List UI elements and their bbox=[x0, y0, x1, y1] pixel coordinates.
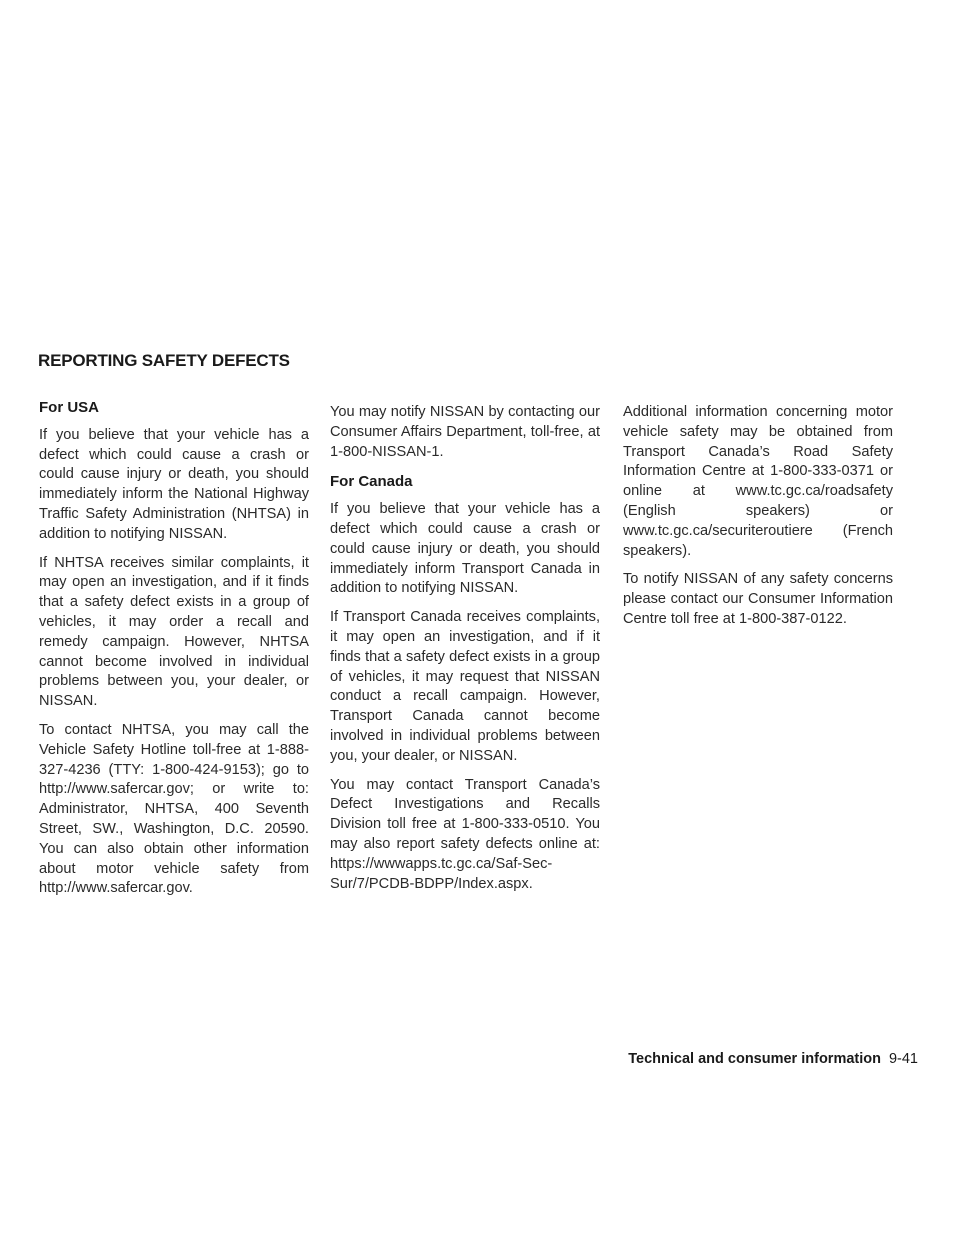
canada-notify-nissan: To notify NISSAN of any safety concerns please contact our Consumer Information Centre toll free at 1-800-387-0122. bbox=[623, 571, 893, 627]
canada-paragraph-3: You may contact Transport Canada’s Defect Investigations and Recalls Division toll free at 1-800-333-0510. You may also report safety defects online at: https://wwwapps.tc.gc.ca/Saf-Sec-Sur/7/PCDB-BDPP/Index.aspx. bbox=[330, 776, 600, 892]
canada-heading: For Canada bbox=[330, 473, 413, 491]
section-heading: REPORTING SAFETY DEFECTS bbox=[38, 351, 290, 370]
usa-notify-nissan: You may notify NISSAN by contacting our Consumer Affairs Department, toll-free, at 1-800-NISSAN-1. bbox=[330, 404, 600, 460]
usa-paragraph-2: If NHTSA receives similar complaints, it may open an investigation, and if it finds that a safety defect exists in a group of vehicles, it may order a recall and remedy campaign. However, NHTSA cannot become involved in individual problems between you, your dealer, or NISSAN. bbox=[39, 554, 309, 710]
canada-paragraph-1: If you believe that your vehicle has a defect which could cause a crash or could cause injury or death, you should immediately inform Transport Canada in addition to notifying NISSAN. bbox=[330, 501, 600, 597]
column-3 bbox=[623, 403, 893, 639]
page-number: 9-41 bbox=[888, 1051, 918, 1067]
canada-paragraph-2: If Transport Canada receives complaints, it may open an investigation, and if it finds that a safety defect exists in a group of vehicles, it may request that NISSAN conduct a recall campaign. However, Transport Canada cannot become involved in individual problems between you, your dealer, or NISSAN. bbox=[330, 609, 600, 764]
column-2 bbox=[330, 403, 600, 903]
canada-additional-info: Additional information concerning motor vehicle safety may be obtained from Transport Canada’s Road Safety Information Centre at 1-800-333-0371 or online at www.tc.gc.ca/roadsafety (English speakers) or www.tc.gc.ca/securiteroutiere (French speakers). bbox=[623, 404, 893, 559]
usa-paragraph-3: To contact NHTSA, you may call the Vehicle Safety Hotline toll-free at 1-888-327-4236 (TTY: 1-800-424-9153); go to http://www.safercar.gov; or write to: Administrator, NHTSA, 400 Seventh Street, SW., Washington, D.C. 20590. You can also obtain other information about motor vehicle safety from http://www.safercar.gov. bbox=[39, 721, 309, 897]
usa-heading: For USA bbox=[39, 399, 99, 416]
page-footer bbox=[628, 1051, 918, 1067]
chapter-label: Technical and consumer information bbox=[628, 1051, 881, 1067]
usa-paragraph-1: If you believe that your vehicle has a defect which could cause a crash or could cause injury or death, you should immediately inform the National Highway Traffic Safety Administration (NHTSA) in addition to notifying NISSAN. bbox=[39, 426, 309, 542]
column-1 bbox=[39, 398, 309, 908]
